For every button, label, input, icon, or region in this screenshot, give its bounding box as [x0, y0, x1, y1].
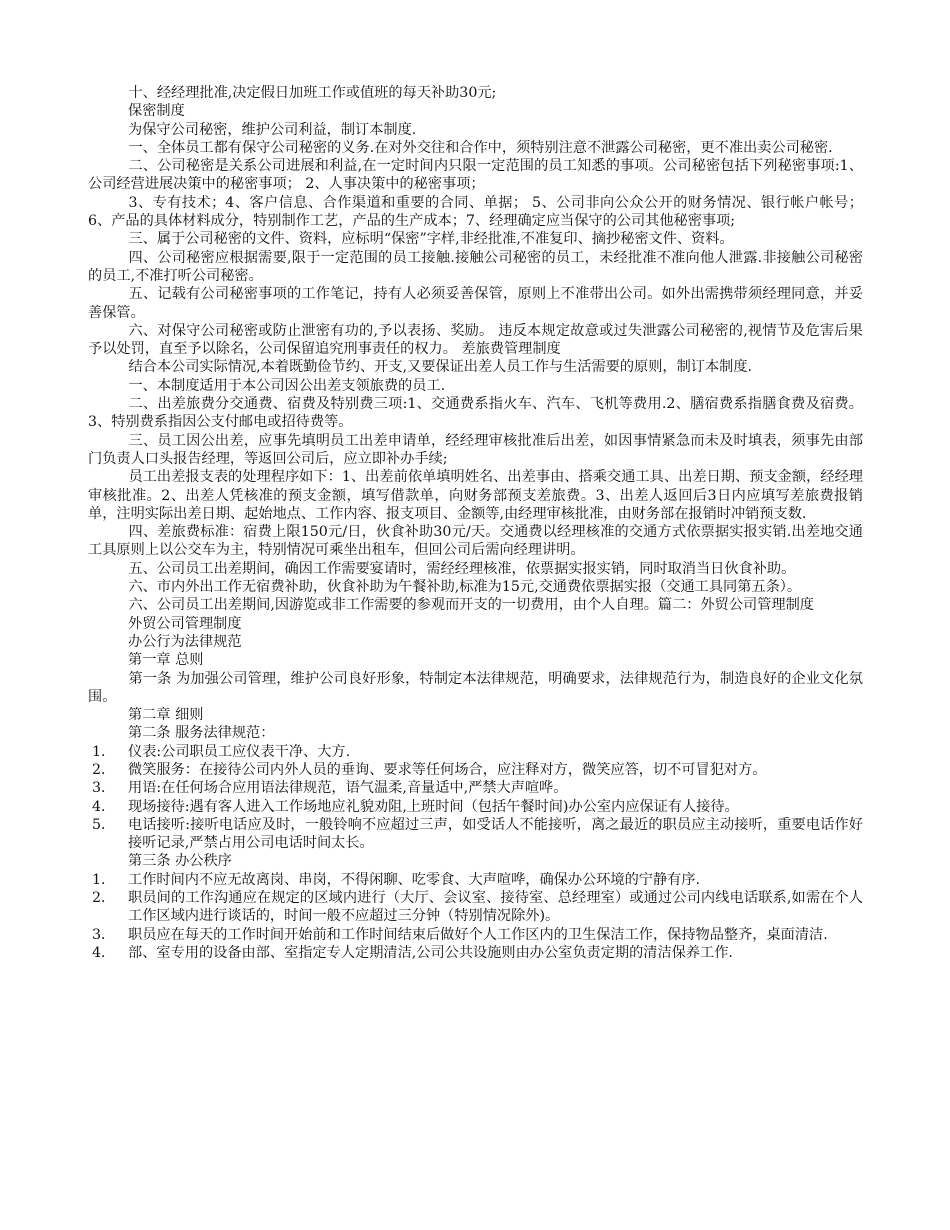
paragraph: 保密制度	[128, 103, 185, 120]
paragraph: 五、公司员工出差期间，确因工作需要宴请时，需经经理核准，依票据实报实销，同时取消当日伙食补助。	[128, 560, 796, 577]
list-item	[88, 761, 863, 779]
paragraph: 六、市内外出工作无宿费补助，伙食补助为午餐补助,标准为15元,交通费依票据实报（交通工具同第五条）。	[128, 579, 802, 596]
list-item	[88, 743, 863, 761]
paragraph: 第二条 服务法律规范：	[128, 725, 275, 742]
paragraph: 3、专有技术；4、客户信息、合作渠道和重要的合同、单据； 5、公司非向公众公开的财务情况、银行帐户帐号； 6、产品的具体材料成分，特别制作工艺，产品的生产成本；7、经理确定应当保守的公司其他秘密事项;	[88, 194, 863, 230]
paragraph: 三、员工因公出差，应事先填明员工出差申请单，经经理审核批准后出差，如因事情紧急而未及时填表，须事先由部门负责人口头报告经理，等返回公司后，应立即补办手续;	[88, 432, 863, 467]
list-item	[88, 926, 863, 944]
paragraph: 外贸公司管理制度	[128, 615, 242, 632]
paragraph: 六、对保守公司秘密或防止泄密有功的,予以表扬、奖励。 违反本规定故意或过失泄露公司秘密的,视情节及危害后果予以处罚，直至予以除名，公司保留追究刑事责任的权力。 差旅费管理制度	[88, 322, 863, 358]
list-item	[88, 816, 863, 853]
list-item	[88, 944, 863, 962]
list-item	[88, 889, 863, 926]
list-item-number: 1．	[92, 871, 116, 888]
list-item-text: 职员应在每天的工作时间开始前和工作时间结束后做好个人工作区内的卫生保洁工作，保持物品整齐，桌面清洁.	[128, 926, 828, 943]
section-heading: 第三条 办公秩序	[128, 853, 232, 870]
list-item-text: 部、室专用的设备由部、室指定专人定期清洁,公司公共设施则由办公室负责定期的清洁保养工作.	[128, 944, 733, 961]
list-item	[88, 871, 863, 889]
paragraph: 一、本制度适用于本公司因公出差支领旅费的员工.	[128, 377, 446, 394]
paragraph: 办公行为法律规范	[128, 633, 242, 650]
list-item-number: 4．	[92, 944, 116, 961]
list-item-number: 1．	[92, 743, 116, 760]
list-item-text: 现场接待:遇有客人进入工作场地应礼貌劝阻,上班时间（包括午餐时间)办公室内应保证有人接待。	[128, 798, 739, 815]
list-item-text: 工作时间内不应无故离岗、串岗，不得闲聊、吃零食、大声喧哗，确保办公环境的宁静有序.	[128, 871, 701, 888]
paragraph: 三、属于公司秘密的文件、资料，应标明“保密”字样,非经批准,不准复印、摘抄秘密文件、资料。	[128, 231, 734, 248]
list-item-number: 3．	[92, 780, 116, 797]
paragraph: 一、全体员工都有保守公司秘密的义务.在对外交往和合作中，须特别注意不泄露公司秘密，更不准出卖公司秘密.	[128, 139, 833, 156]
paragraph: 四、差旅费标准：宿费上限150元/日，伙食补助30元/天。交通费以经理核准的交通方式依票据实报实销.出差地交通工具原则上以公交车为主，特别情况可乘坐出租车，但回公司后需向经理讲明。	[88, 524, 863, 559]
service-rules-list	[88, 743, 863, 853]
list-item-number: 2．	[92, 890, 116, 907]
paragraph: 为保守公司秘密，维护公司利益，制订本制度.	[128, 121, 417, 138]
list-item-text: 职员间的工作沟通应在规定的区域内进行（大厅、会议室、接待室、总经理室）或通过公司内线电话联系,如需在个人工作区域内进行谈话的，时间一般不应超过三分钟（特别情况除外)。	[128, 890, 863, 925]
list-item	[88, 779, 863, 797]
list-item-text: 用语:在任何场合应用语法律规范，语气温柔,音量适中,严禁大声喧哗。	[128, 780, 568, 797]
paragraph-group	[88, 84, 863, 743]
paragraph: 四、公司秘密应根据需要,限于一定范围的员工接触.接触公司秘密的员工，未经批准不准向他人泄露.非接触公司秘密的员工,不准打听公司秘密。	[88, 249, 863, 284]
office-order-list	[88, 871, 863, 962]
list-item-number: 2．	[92, 761, 116, 778]
paragraph: 结合本公司实际情况,本着既勤俭节约、开支,又要保证出差人员工作与生活需要的原则，制订本制度.	[128, 359, 753, 376]
list-item-number: 3．	[92, 926, 116, 943]
paragraph: 第一条 为加强公司管理，维护公司良好形象，特制定本法律规范，明确要求，法律规范行为，制造良好的企业文化氛围。	[88, 670, 863, 705]
paragraph: 第一章 总则	[128, 652, 204, 669]
paragraph: 十、经经理批准,决定假日加班工作或值班的每天补助30元;	[128, 85, 497, 101]
list-item-text: 仪表:公司职员工应仪表干净、大方.	[128, 743, 351, 760]
list-item-text: 微笑服务：在接待公司内外人员的垂询、要求等任何场合，应注释对方，微笑应答，切不可冒犯对方。	[128, 761, 767, 778]
paragraph: 员工出差报支表的处理程序如下：1、出差前依单填明姓名、出差事由、搭乘交通工具、出差日期、预支金额，经经理审核批准。2、出差人凭核准的预支金额，填写借款单，向财务部预支差旅费。3、出差人返回后3日内应填写差旅费报销单，注明实际出差日期、起始地点、工作内容、报支项目、金额等,由经理审核批准，由财务部在报销时冲销预支数.	[88, 469, 863, 522]
document-body	[88, 84, 863, 962]
paragraph: 第二章 细则	[128, 707, 204, 724]
paragraph: 二、公司秘密是关系公司进展和利益,在一定时间内只限一定范围的员工知悉的事项。公司秘密包括下列秘密事项:1、公司经营进展决策中的秘密事项； 2、人事决策中的秘密事项；	[88, 158, 863, 193]
paragraph: 二、出差旅费分交通费、宿费及特别费三项:1、交通费系指火车、汽车、飞机等费用.2、膳宿费系指膳食费及宿费。3、特别费系指因公支付邮电或招待费等。	[88, 396, 863, 431]
list-item-number: 4．	[92, 798, 116, 815]
paragraph: 六、公司员工出差期间,因游览或非工作需要的参观而开支的一切费用，由个人自理。篇二：外贸公司管理制度	[128, 597, 814, 614]
list-item-number: 5．	[92, 816, 116, 833]
list-item-text: 电话接听:接听电话应及时，一般铃响不应超过三声，如受话人不能接听，离之最近的职员应主动接听，重要电话作好接听记录,严禁占用公司电话时间太长。	[128, 816, 863, 852]
paragraph: 五、记载有公司秘密事项的工作笔记，持有人必须妥善保管，原则上不准带出公司。如外出需携带须经理同意，并妥善保管。	[88, 286, 863, 321]
list-item	[88, 798, 863, 816]
